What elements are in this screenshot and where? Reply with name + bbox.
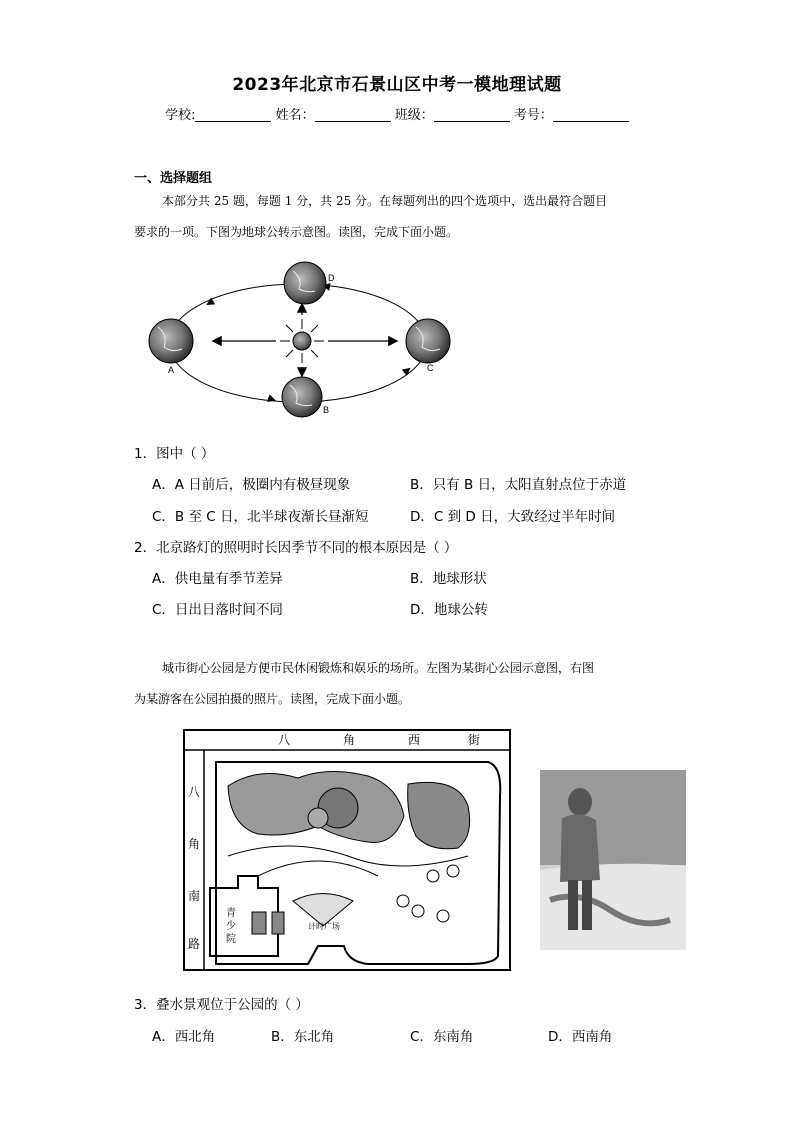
- street-left-char: 八: [188, 785, 201, 799]
- orbit-arrow: [404, 369, 409, 373]
- earth-D: [284, 262, 326, 304]
- q1-option-c[interactable]: C．B 至 C 日，北半球夜渐长昼渐短: [152, 509, 369, 525]
- map-marker: [437, 910, 449, 922]
- q1-option-d[interactable]: D．C 到 D 日，大致经过半年时间: [410, 509, 616, 525]
- class-blank[interactable]: [434, 108, 510, 122]
- building-char: 青: [226, 908, 236, 919]
- map-marker: [412, 905, 424, 917]
- street-left-char: 南: [188, 889, 201, 903]
- orbit-arrow: [268, 398, 274, 400]
- q3-option-a[interactable]: A．西北角: [152, 1029, 216, 1045]
- square-label: 计时广场: [308, 922, 340, 931]
- map-marker: [397, 895, 409, 907]
- street-top-char: 八: [278, 733, 291, 747]
- section-heading: 一、选择题组: [134, 171, 213, 186]
- building: [210, 876, 278, 956]
- building-char: 院: [226, 934, 236, 945]
- class-label: 班级：: [394, 108, 434, 123]
- label-B: B: [323, 405, 330, 415]
- path: [228, 846, 468, 866]
- q2-stem: 2．北京路灯的照明时长因季节不同的根本原因是（ ）: [134, 540, 458, 556]
- sun: [293, 332, 311, 350]
- q3-stem: 3．叠水景观位于公园的（ ）: [134, 997, 309, 1013]
- street-top-char: 角: [343, 733, 356, 747]
- park-photo: [540, 770, 686, 950]
- label-C: C: [427, 363, 434, 373]
- street-left-char: 路: [188, 937, 201, 951]
- page-title: 2023年北京市石景山区中考一模地理试题: [232, 75, 562, 95]
- earth-C: [406, 319, 450, 363]
- q3-option-b[interactable]: B．东北角: [271, 1029, 335, 1045]
- orbit-arrow: [208, 301, 213, 304]
- earth-A: [149, 319, 193, 363]
- q2-option-a[interactable]: A．供电量有季节差异: [152, 571, 283, 587]
- q2-option-b[interactable]: B．地球形状: [410, 571, 487, 587]
- exam-no-label: 考号：: [513, 108, 553, 123]
- path: [258, 861, 378, 876]
- name-label: 姓名：: [275, 108, 315, 123]
- intro2-line-2: 为某游客在公园拍摄的照片。读图，完成下面小题。: [134, 692, 411, 706]
- small-building: [252, 912, 266, 934]
- q1-stem: 1．图中（ ）: [134, 446, 215, 462]
- map-marker: [447, 865, 459, 877]
- student-info-line: [0, 104, 794, 123]
- vegetation-area: [408, 782, 470, 848]
- label-D: D: [328, 273, 335, 283]
- intro-line-1: 本部分共 25 题，每题 1 分，共 25 分。在每题列出的四个选项中，选出最符合题目: [162, 194, 608, 208]
- school-label: 学校:: [165, 108, 196, 123]
- earth-orbit-diagram: [138, 255, 458, 425]
- park-map: [168, 726, 518, 978]
- intro2-line-1: 城市街心公园是方便市民休闲锻炼和娱乐的场所。左图为某街心公园示意图，右图: [162, 661, 595, 675]
- school-blank[interactable]: [195, 108, 271, 122]
- intro-line-2: 要求的一项。下图为地球公转示意图。读图，完成下面小题。: [134, 225, 459, 239]
- small-building: [272, 912, 284, 934]
- q3-option-d[interactable]: D．西南角: [548, 1029, 613, 1045]
- q3-option-c[interactable]: C．东南角: [410, 1029, 474, 1045]
- pond: [308, 808, 328, 828]
- vegetation-area: [228, 771, 404, 842]
- exam-no-blank[interactable]: [553, 108, 629, 122]
- q1-option-a[interactable]: A．A 日前后，极圈内有极昼现象: [152, 477, 351, 493]
- label-A: A: [168, 365, 175, 375]
- name-blank[interactable]: [315, 108, 391, 122]
- map-marker: [427, 870, 439, 882]
- street-left-char: 角: [188, 837, 201, 851]
- q2-option-c[interactable]: C．日出日落时间不同: [152, 602, 283, 618]
- building-char: 少: [226, 921, 236, 932]
- q1-option-b[interactable]: B．只有 B 日，太阳直射点位于赤道: [410, 477, 627, 493]
- earth-B: [282, 377, 322, 417]
- street-top-char: 街: [468, 733, 481, 747]
- q2-option-d[interactable]: D．地球公转: [410, 602, 488, 618]
- street-top-char: 西: [408, 733, 421, 747]
